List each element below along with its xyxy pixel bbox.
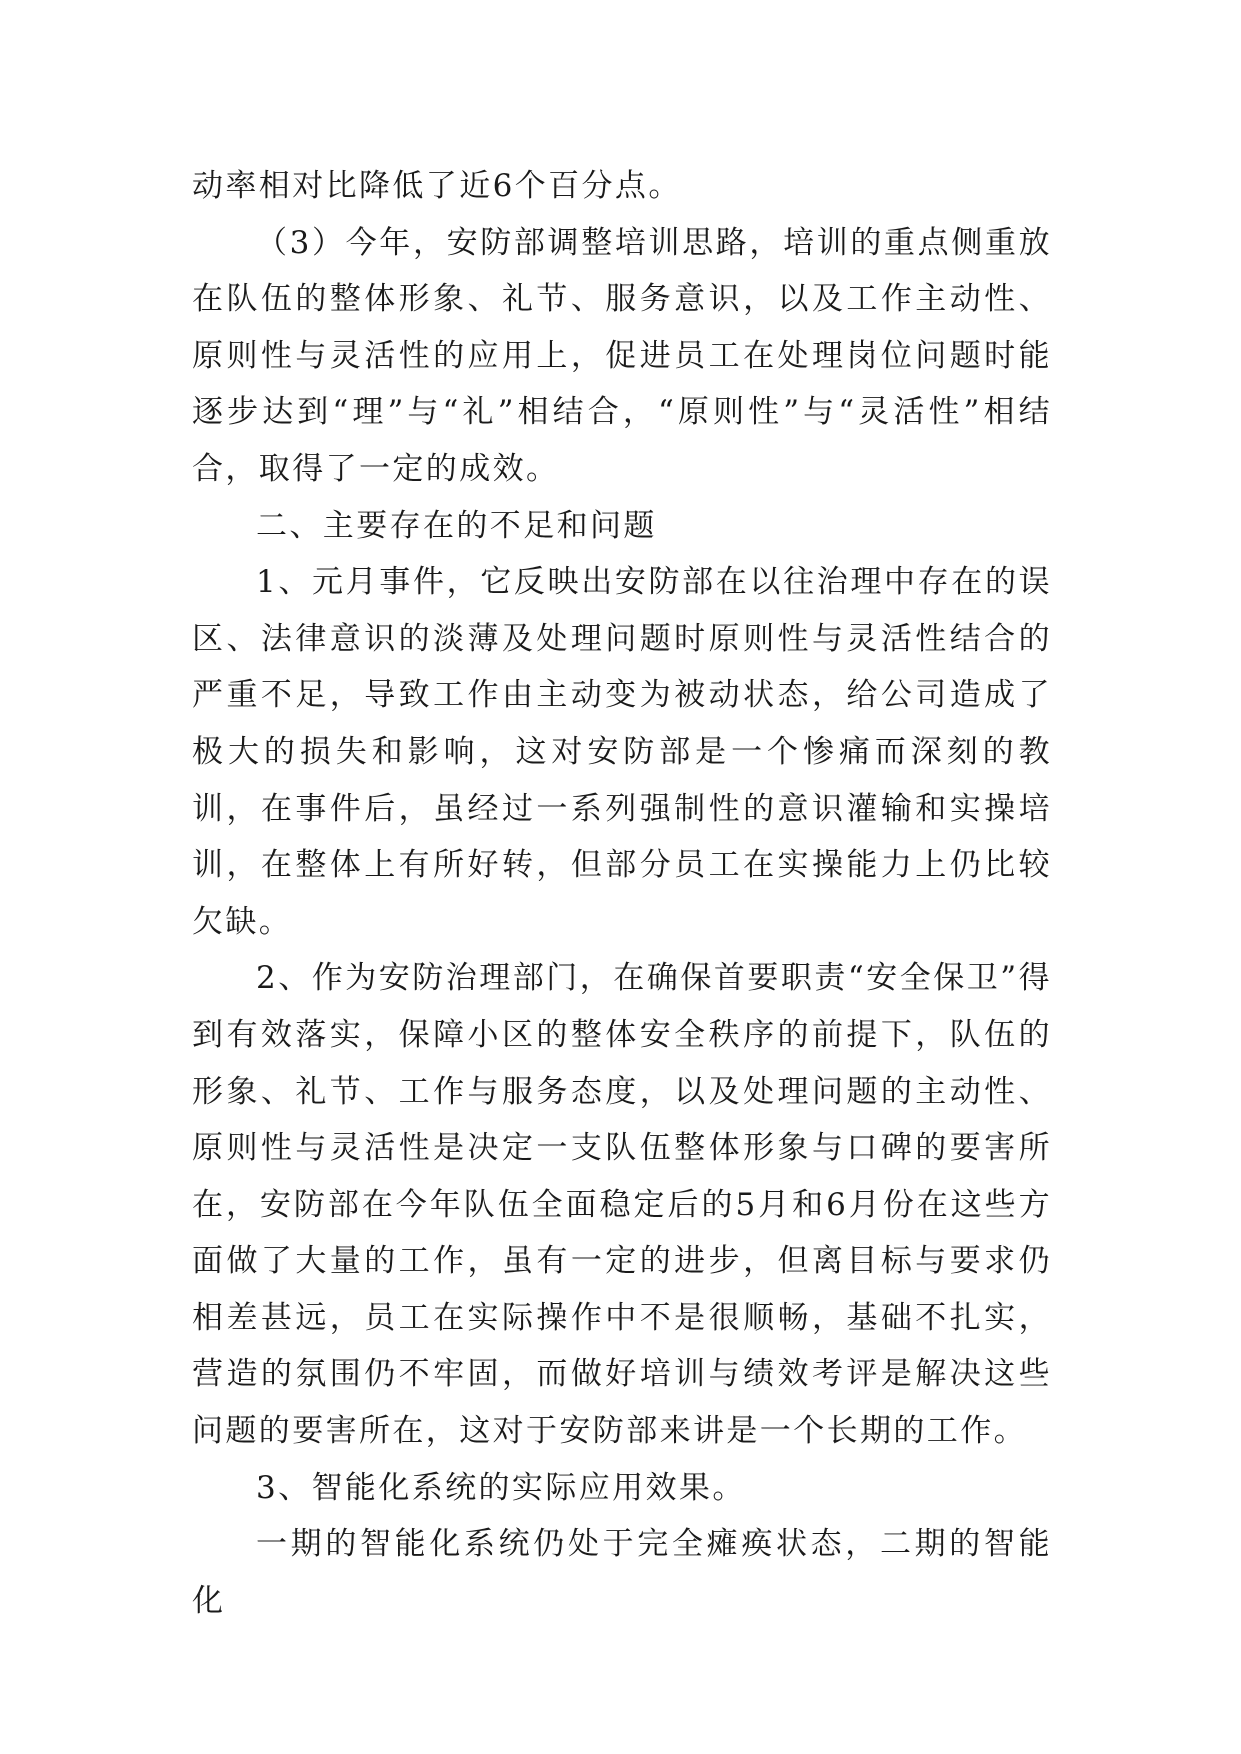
section-heading-problems: 二、主要存在的不足和问题 <box>256 507 657 544</box>
document-body <box>192 158 1052 1629</box>
paragraph-january-incident: 1、元月事件，它反映出安防部在以往治理中存在的误区、法律意识的淡薄及处理问题时原则性与灵活性结合的严重不足，导致工作由主动变为被动状态，给公司造成了极大的损失和影响，这对安防部是一个惨痛而深刻的教训，在事件后，虽经过一系列强制性的意识灌输和实操培训，在整体上有所好转，但部分员工在实操能力上仍比较欠缺。 <box>192 564 1052 940</box>
paragraph-intelligent-system-status: 一期的智能化系统仍处于完全瘫痪状态，二期的智能化 <box>192 1526 1052 1619</box>
paragraph-continuation: 动率相对比降低了近6个百分点。 <box>192 168 682 204</box>
paragraph-training-approach: （3）今年，安防部调整培训思路，培训的重点侧重放在队伍的整体形象、礼节、服务意识，以及工作主动性、原则性与灵活性的应用上，促进员工在处理岗位问题时能逐步达到“理”与“礼”相结合，“原则性”与“灵活性”相结合，取得了一定的成效。 <box>192 224 1052 487</box>
paragraph-intelligent-system-heading: 3、智能化系统的实际应用效果。 <box>256 1469 746 1506</box>
paragraph-team-image: 2、作为安防治理部门，在确保首要职责“安全保卫”得到有效落实，保障小区的整体安全秩序的前提下，队伍的形象、礼节、工作与服务态度，以及处理问题的主动性、原则性与灵活性是决定一支队伍整体形象与口碑的要害所在，安防部在今年队伍全面稳定后的5月和6月份在这些方面做了大量的工作，虽有一定的进步，但离目标与要求仍相差甚远，员工在实际操作中不是很顺畅，基础不扎实，营造的氛围仍不牢固，而做好培训与绩效考评是解决这些问题的要害所在，这对于安防部来讲是一个长期的工作。 <box>192 960 1052 1450</box>
